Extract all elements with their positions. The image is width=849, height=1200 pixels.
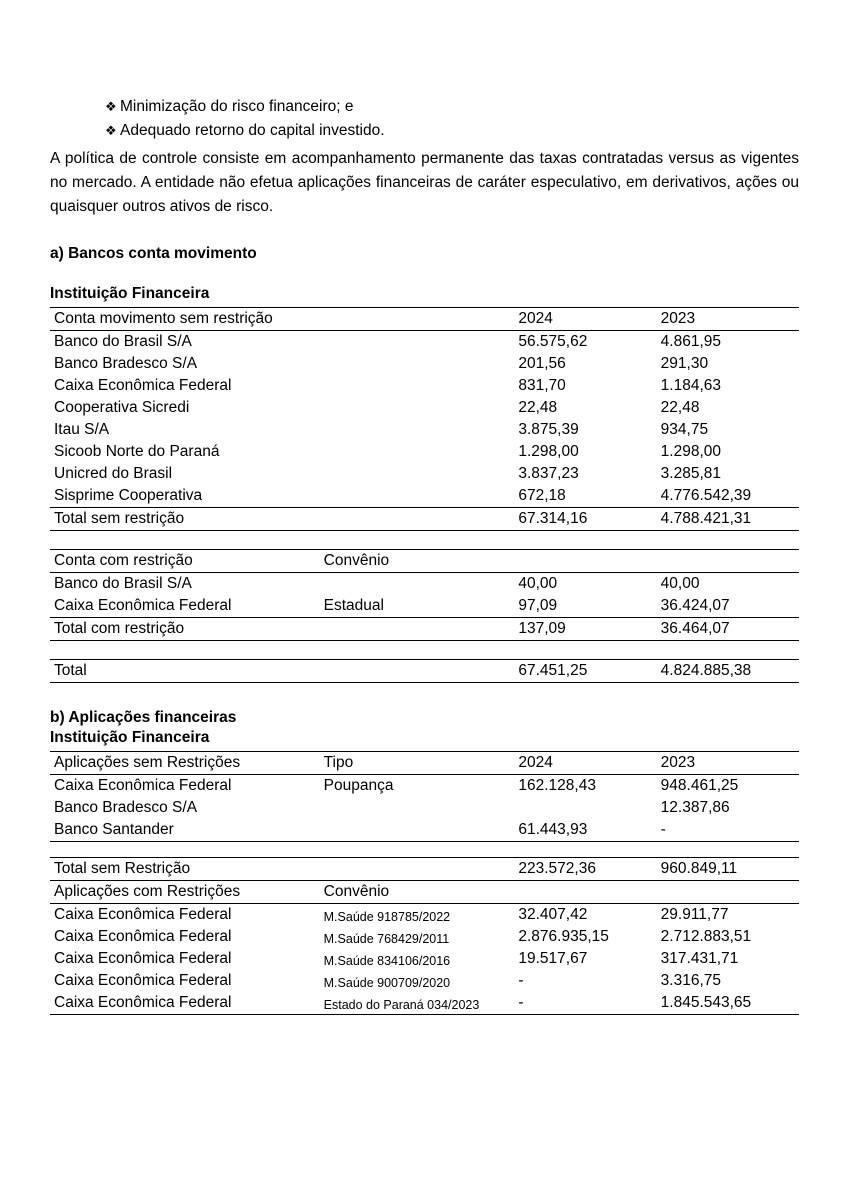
list-item xyxy=(105,119,799,143)
table-row xyxy=(50,353,799,375)
column-header-2024: 2024 xyxy=(514,752,656,775)
cell-convenio: M.Saúde 768429/2011 xyxy=(323,932,450,947)
cell-2024: 32.407,42 xyxy=(518,906,588,924)
table-row xyxy=(50,485,799,508)
cell-2024: 3.837,23 xyxy=(518,465,579,483)
table-row xyxy=(50,375,799,397)
diamond-bullet-icon: ❖ xyxy=(105,123,117,139)
cell-convenio: Estado do Paraná 034/2023 xyxy=(320,992,515,1015)
table-total-row xyxy=(50,508,799,531)
cell-name: Unicred do Brasil xyxy=(54,465,173,483)
cell-2024: 162.128,43 xyxy=(518,777,596,795)
total-label: Total sem restrição xyxy=(50,508,320,531)
column-header-aplicacoes-com: Aplicações com Restrições xyxy=(50,881,320,904)
cell-name: Itau S/A xyxy=(54,421,110,439)
section-b-institution-label: Instituição Financeira xyxy=(50,729,210,747)
cell-convenio: M.Saúde 834106/2016 xyxy=(323,954,451,969)
cell-mid xyxy=(320,660,515,683)
column-header-aplicacoes-sem: Aplicações sem Restrições xyxy=(50,752,320,775)
cell-name: Sicoob Norte do Paraná xyxy=(54,443,220,461)
table-row xyxy=(50,775,799,798)
table-row xyxy=(50,926,799,948)
cell-2023: 1.845.543,65 xyxy=(657,992,799,1015)
cell-2024: 40,00 xyxy=(518,575,558,593)
table-gap xyxy=(50,531,799,549)
table-total-row xyxy=(50,858,799,881)
table-row xyxy=(50,948,799,970)
bullet-text: Minimização do risco financeiro; e xyxy=(120,98,354,115)
table-row xyxy=(50,595,799,618)
cell-2023: 22,48 xyxy=(660,399,700,417)
table-row xyxy=(50,992,799,1015)
total-label: Total sem Restrição xyxy=(50,858,320,881)
cell-2024: 1.298,00 xyxy=(518,443,579,461)
intro-paragraph: A política de controle consiste em acompanhamento permanente das taxas contratadas versus as vigentes no mercado. A entidade não efetua aplicações financeiras de caráter especulativo, em derivativos, ações ou quaisquer outros ativos de risco. xyxy=(50,150,799,216)
table-row xyxy=(50,797,799,819)
cell-2023: 29.911,77 xyxy=(660,906,729,924)
column-header-conta: Conta movimento sem restrição xyxy=(50,308,320,331)
total-2024: 67.451,25 xyxy=(514,660,656,683)
cell-name: Caixa Econômica Federal xyxy=(50,992,320,1015)
column-header-tipo: Tipo xyxy=(320,752,515,775)
table-total-geral xyxy=(50,659,799,683)
column-header-2024 xyxy=(514,550,656,573)
total-2023: 960.849,11 xyxy=(657,858,799,881)
cell-2023: 934,75 xyxy=(660,421,709,439)
column-header-conta-restricao: Conta com restrição xyxy=(50,550,320,573)
cell-name: Caixa Econômica Federal xyxy=(54,950,232,968)
table-header-row xyxy=(50,308,799,331)
cell-2024: 201,56 xyxy=(518,355,566,373)
cell-2023: 12.387,86 xyxy=(660,799,730,817)
total-2023: 4.788.421,31 xyxy=(657,508,799,531)
cell-2023: 4.861,95 xyxy=(660,333,722,351)
total-label: Total com restrição xyxy=(50,618,320,641)
cell-2024: - xyxy=(514,992,656,1015)
table-bancos-sem-restricao xyxy=(50,307,799,531)
cell-2023: 948.461,25 xyxy=(660,777,739,795)
total-2024: 223.572,36 xyxy=(514,858,656,881)
table-row xyxy=(50,573,799,596)
list-item xyxy=(105,95,799,119)
cell-2024: 61.443,93 xyxy=(514,819,656,842)
cell-2024 xyxy=(514,797,656,819)
table-row xyxy=(50,819,799,842)
table-header-row xyxy=(50,752,799,775)
table-total-row xyxy=(50,660,799,683)
cell-mid xyxy=(320,397,515,419)
cell-2024: 97,09 xyxy=(514,595,656,618)
table-row xyxy=(50,331,799,354)
cell-2023: 2.712.883,51 xyxy=(660,928,752,946)
total-2024: 67.314,16 xyxy=(514,508,656,531)
table-row xyxy=(50,397,799,419)
cell-convenio: M.Saúde 918785/2022 xyxy=(323,910,451,925)
table-spacer-row xyxy=(50,842,799,858)
table-header-row xyxy=(50,881,799,904)
cell-2023: 3.316,75 xyxy=(660,972,722,990)
cell-name: Caixa Econômica Federal xyxy=(54,972,232,990)
cell-convenio xyxy=(320,618,515,641)
cell-name: Banco Bradesco S/A xyxy=(54,799,198,817)
cell-2024: 2.876.935,15 xyxy=(518,928,609,946)
cell-name: Caixa Econômica Federal xyxy=(54,777,232,795)
column-header-convenio: Convênio xyxy=(320,550,515,573)
cell-tipo xyxy=(320,858,515,881)
cell-tipo xyxy=(320,819,515,842)
cell-name: Caixa Econômica Federal xyxy=(54,906,232,924)
table-row xyxy=(50,419,799,441)
table-total-row xyxy=(50,618,799,641)
cell-mid xyxy=(320,441,515,463)
column-header-blank xyxy=(320,308,515,331)
cell-mid xyxy=(320,375,515,397)
cell-mid xyxy=(320,463,515,485)
cell-2023: 40,00 xyxy=(660,575,700,593)
cell-name: Banco do Brasil S/A xyxy=(54,333,192,351)
table-aplicacoes-sem-restricao xyxy=(50,751,799,1015)
column-header-2023: 2023 xyxy=(657,308,799,331)
cell-tipo: Poupança xyxy=(323,777,394,795)
total-2023: 36.464,07 xyxy=(657,618,799,641)
table-row xyxy=(50,904,799,927)
column-header-2024 xyxy=(514,881,656,904)
cell-name: Banco Santander xyxy=(50,819,320,842)
cell-2023: 4.776.542,39 xyxy=(657,485,799,508)
column-header-2023 xyxy=(657,881,799,904)
cell-2024: 22,48 xyxy=(518,399,558,417)
cell-mid xyxy=(320,508,515,531)
cell-convenio: Estadual xyxy=(320,595,515,618)
total-2024: 137,09 xyxy=(514,618,656,641)
cell-name: Cooperativa Sicredi xyxy=(54,399,190,417)
table-row xyxy=(50,970,799,992)
cell-mid xyxy=(320,353,515,375)
cell-tipo xyxy=(320,797,515,819)
cell-mid xyxy=(320,485,515,508)
table-gap xyxy=(50,641,799,659)
column-header-2024: 2024 xyxy=(514,308,656,331)
section-a-institution-label: Instituição Financeira xyxy=(50,285,210,303)
cell-2024: 19.517,67 xyxy=(518,950,588,968)
cell-name: Caixa Econômica Federal xyxy=(50,595,320,618)
cell-convenio: M.Saúde 900709/2020 xyxy=(323,976,451,991)
table-row xyxy=(50,441,799,463)
cell-2024: 672,18 xyxy=(514,485,656,508)
cell-2024: - xyxy=(518,972,524,990)
cell-mid xyxy=(320,419,515,441)
cell-2024: 831,70 xyxy=(518,377,566,395)
column-header-convenio: Convênio xyxy=(320,881,515,904)
table-header-row xyxy=(50,550,799,573)
diamond-bullet-icon: ❖ xyxy=(105,99,117,114)
cell-2023: 317.431,71 xyxy=(660,950,739,968)
column-header-2023 xyxy=(657,550,799,573)
cell-2023: 1.298,00 xyxy=(660,443,722,461)
cell-2023: - xyxy=(657,819,799,842)
column-header-2023: 2023 xyxy=(657,752,799,775)
section-a-title: a) Bancos conta movimento xyxy=(50,245,257,263)
cell-2024: 56.575,62 xyxy=(518,333,588,351)
cell-2023: 1.184,63 xyxy=(660,377,722,395)
cell-2024: 3.875,39 xyxy=(518,421,579,439)
cell-name: Sisprime Cooperativa xyxy=(50,485,320,508)
cell-2023: 36.424,07 xyxy=(657,595,799,618)
cell-name: Caixa Econômica Federal xyxy=(54,928,232,946)
cell-name: Caixa Econômica Federal xyxy=(54,377,232,395)
cell-name: Banco Bradesco S/A xyxy=(54,355,198,373)
total-label: Total xyxy=(50,660,320,683)
table-bancos-com-restricao xyxy=(50,549,799,641)
cell-mid xyxy=(320,331,515,354)
section-b-title: b) Aplicações financeiras xyxy=(50,709,237,727)
cell-convenio xyxy=(320,573,515,596)
bullet-text: Adequado retorno do capital investido. xyxy=(120,122,385,140)
bullet-list xyxy=(105,95,799,143)
cell-2023: 3.285,81 xyxy=(660,465,722,483)
cell-name: Banco do Brasil S/A xyxy=(54,575,192,593)
total-2023: 4.824.885,38 xyxy=(657,660,799,683)
table-row xyxy=(50,463,799,485)
cell-2023: 291,30 xyxy=(660,355,709,373)
